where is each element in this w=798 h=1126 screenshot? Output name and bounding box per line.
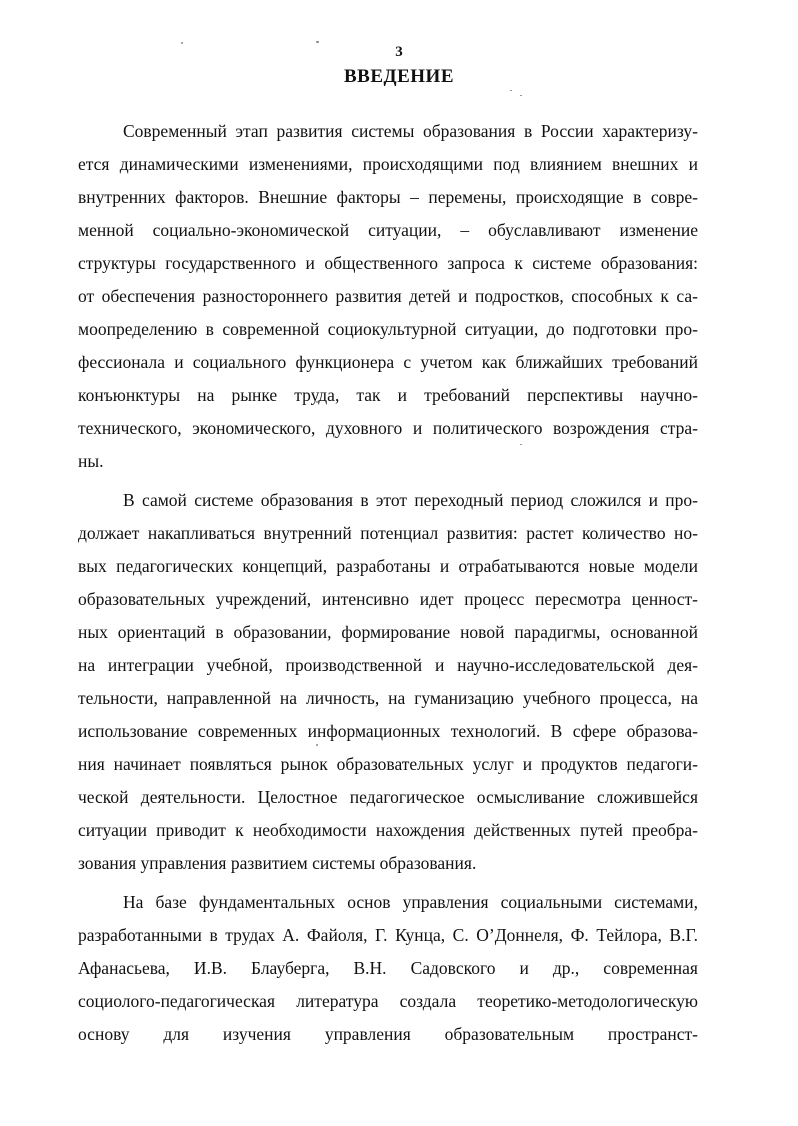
text-line: Афанасьева, И.В. Блауберга, В.Н. Садовского и др., современная xyxy=(78,958,698,978)
text-line: тельности, направленной на личность, на гуманизацию учебного процесса, на xyxy=(78,688,698,708)
paragraph-1 xyxy=(78,115,698,478)
text-line: ется динамическими изменениями, происходящими под влиянием внешних и xyxy=(78,154,698,174)
page-number: 3 xyxy=(395,44,403,60)
text-line: ния начинает появляться рынок образовательных услуг и продуктов педагоги- xyxy=(78,754,698,774)
scan-speck xyxy=(520,95,522,96)
text-line: моопределению в современной социокультурной ситуации, до подготовки про- xyxy=(78,319,698,339)
text-line: социолого-педагогическая литература создала теоретико-методологическую xyxy=(78,991,698,1011)
text-line: менной социально-экономической ситуации, – обуславливают изменение xyxy=(78,220,698,240)
scan-speck xyxy=(316,41,319,43)
text-line: ны. xyxy=(78,451,104,471)
text-line: конъюнктуры на рынке труда, так и требований перспективы научно- xyxy=(78,385,698,405)
paragraph-3 xyxy=(78,886,698,1051)
text-line: В самой системе образования в этот переходный период сложился и про- xyxy=(123,490,698,510)
text-line: фессионала и социального функционера с учетом как ближайших требований xyxy=(78,352,698,372)
scan-speck xyxy=(510,90,512,91)
text-line: использование современных информационных технологий. В сфере образова- xyxy=(78,721,698,741)
text-line: ческой деятельности. Целостное педагогическое осмысливание сложившейся xyxy=(78,787,698,807)
text-line: зования управления развитием системы образования. xyxy=(78,853,477,873)
text-line: должает накапливаться внутренний потенциал развития: растет количество но- xyxy=(78,523,698,543)
text-line: структуры государственного и общественного запроса к системе образования: xyxy=(78,253,698,273)
paragraph-2 xyxy=(78,484,698,880)
text-line: вых педагогических концепций, разработаны и отрабатываются новые модели xyxy=(78,556,698,576)
text-line: ситуации приводит к необходимости нахождения действенных путей преобра- xyxy=(78,820,698,840)
text-line: На базе фундаментальных основ управления социальными системами, xyxy=(123,892,698,912)
text-line: технического, экономического, духовного и политического возрождения стра- xyxy=(78,418,698,438)
text-line: внутренних факторов. Внешние факторы – перемены, происходящие в совре- xyxy=(78,187,698,207)
text-line: Современный этап развития системы образования в России характеризу- xyxy=(123,121,698,141)
text-line: образовательных учреждений, интенсивно идет процесс пересмотра ценност- xyxy=(78,589,698,609)
text-line: разработанными в трудах А. Файоля, Г. Кунца, С. О’Доннеля, Ф. Тейлора, В.Г. xyxy=(78,925,698,945)
text-line: ных ориентаций в образовании, формирование новой парадигмы, основанной xyxy=(78,622,698,642)
text-line: на интеграции учебной, производственной и научно-исследовательской дея- xyxy=(78,655,698,675)
text-line: основу для изучения управления образовательным пространст- xyxy=(78,1024,698,1044)
text-line: от обеспечения разностороннего развития детей и подростков, способных к са- xyxy=(78,286,698,306)
body-text xyxy=(78,115,698,1051)
page-title: ВВЕДЕНИЕ xyxy=(344,66,454,87)
